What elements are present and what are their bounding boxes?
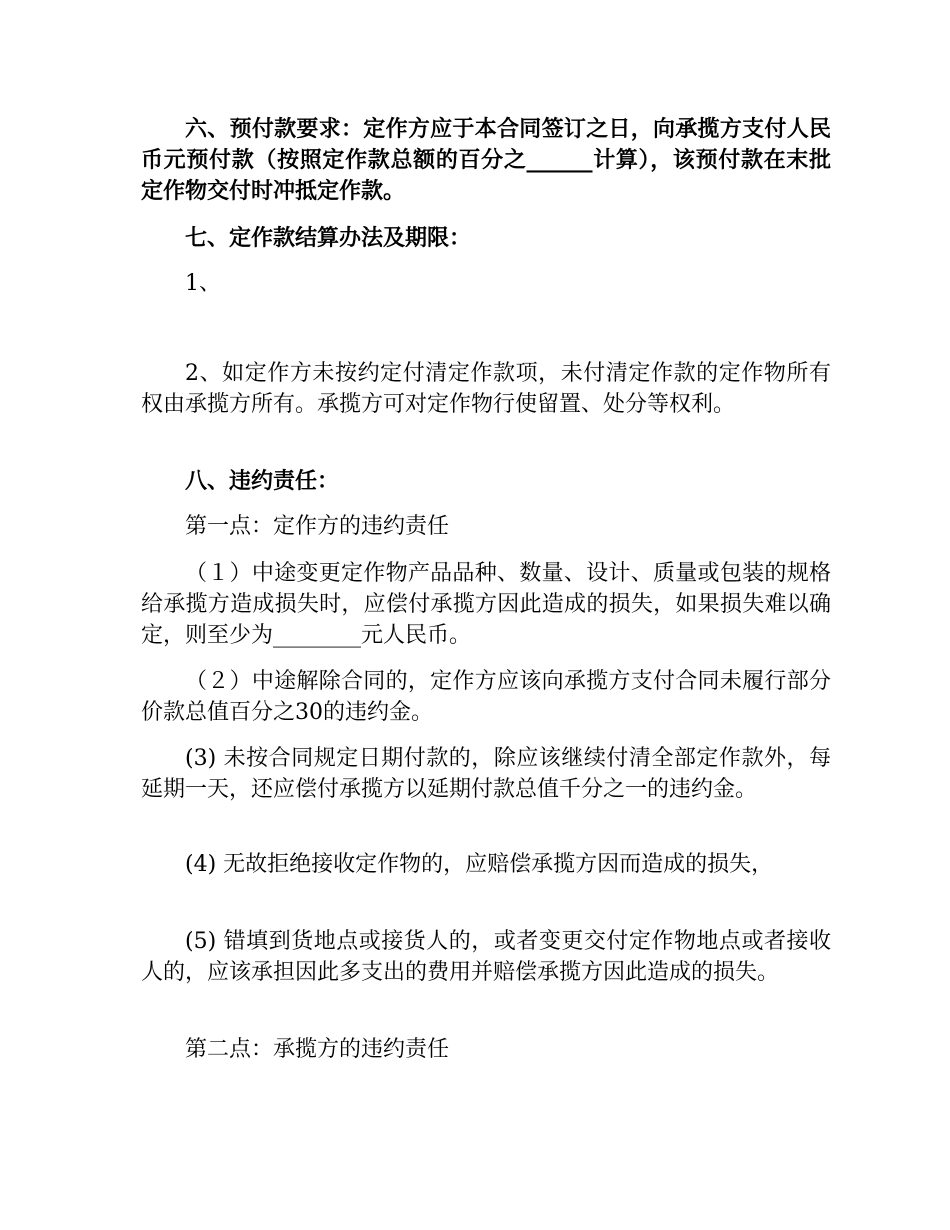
section-8-point-1-item-3: (3) 未按合同规定日期付款的，除应该继续付清全部定作款外，每延期一天，还应偿付承揽方以延期付款总值千分之一的违约金。 [141, 746, 831, 802]
section-7-item-1: 1、 [185, 271, 221, 296]
section-8-point-2-title: 第二点：承揽方的违约责任 [185, 1037, 450, 1062]
section-8-point-1-title: 第一点：定作方的违约责任 [185, 514, 450, 539]
section-8-point-1-item-4: (4) 无故拒绝接收定作物的，应赔偿承揽方因而造成的损失， [185, 852, 774, 877]
section-8-point-1-item-1: （１）中途变更定作物产品品种、数量、设计、质量或包装的规格给承揽方造成损失时，应偿付承揽方因此造成的损失，如果损失难以确定，则至少为________元人民币。 [141, 561, 831, 648]
section-8-heading: 八、违约责任： [185, 468, 340, 494]
section-8-point-1-item-5: (5) 错填到货地点或接货人的，或者变更交付定作物地点或者接收人的，应该承担因此多支出的费用并赔偿承揽方因此造成的损失。 [141, 929, 831, 985]
section-7-heading: 七、定作款结算办法及期限： [185, 225, 472, 251]
section-7-item-2: 2、如定作方未按约定付清定作款项，未付清定作款的定作物所有权由承揽方所有。承揽方可对定作物行使留置、处分等权利。 [141, 361, 831, 417]
section-6-prepayment-paragraph: 六、预付款要求：定作方应于本合同签订之日，向承揽方支付人民币元预付款（按照定作款总额的百分之______计算），该预付款在末批定作物交付时冲抵定作款。 [141, 116, 831, 204]
section-8-point-1-item-2: （２）中途解除合同的，定作方应该向承揽方支付合同未履行部分价款总值百分之30的违约金。 [141, 669, 831, 725]
